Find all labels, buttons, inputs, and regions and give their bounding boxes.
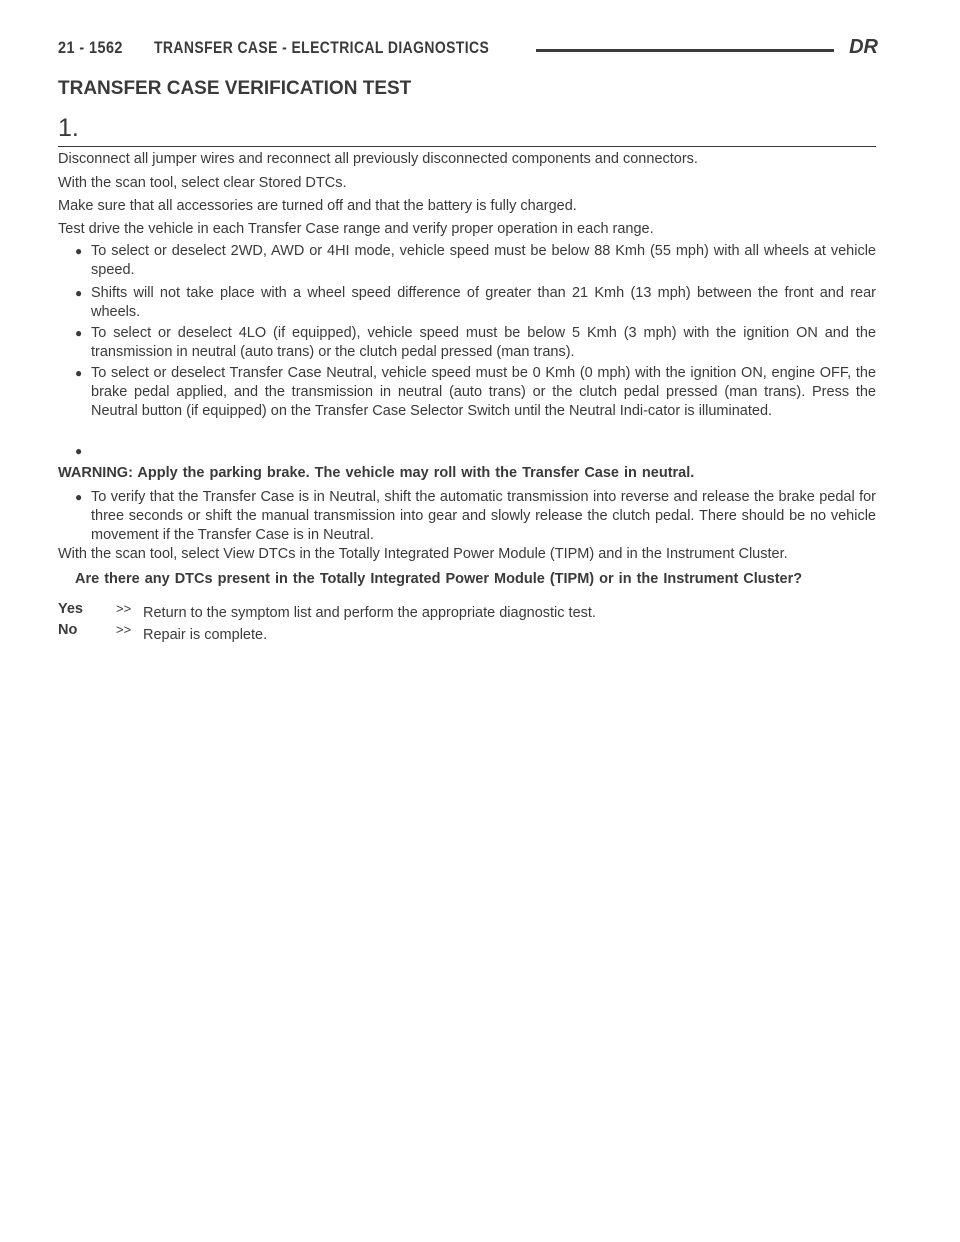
answer-text: Return to the symptom list and perform the appropriate diagnostic test. (143, 605, 596, 621)
bullet-text: To select or deselect 2WD, AWD or 4HI mode, vehicle speed must be below 88 Kmh (55 mph) with all wheels at vehicle speed. (91, 243, 876, 278)
bullet-item (75, 364, 876, 421)
warning-text: WARNING: Apply the parking brake. The vehicle may roll with the Transfer Case in neutral. (58, 465, 695, 481)
bullet-dot-icon: ● (75, 286, 83, 300)
chapter-title: TRANSFER CASE - ELECTRICAL DIAGNOSTICS (154, 38, 490, 57)
model-code: DR (849, 36, 878, 58)
answer-label: No (58, 622, 78, 638)
paragraph: With the scan tool, select View DTCs in the Totally Integrated Power Module (TIPM) and in the Instrument Cluster. (58, 546, 788, 562)
bullet-dot-icon: ● (75, 326, 83, 340)
answer-arrow-icon: >> (116, 622, 132, 637)
page-header (58, 36, 878, 66)
bullet-item (75, 242, 876, 280)
paragraph: Make sure that all accessories are turned off and that the battery is fully charged. (58, 198, 577, 214)
bullet-text: Shifts will not take place with a wheel speed difference of greater than 21 Kmh (13 mph) between the front and rear wheels. (91, 285, 876, 320)
diagnostic-question: Are there any DTCs present in the Totally Integrated Power Module (TIPM) or in the Instrument Cluster? (75, 571, 803, 587)
bullet-dot-icon: ● (75, 244, 83, 258)
answer-arrow-icon: >> (116, 601, 132, 616)
header-rule (536, 49, 834, 52)
answer-label: Yes (58, 601, 83, 617)
bullet-dot-icon: ● (75, 366, 83, 380)
bullet-item (75, 324, 876, 362)
bullet-dot-icon: ● (75, 490, 83, 504)
bullet-item (75, 284, 876, 322)
bullet-text: To select or deselect Transfer Case Neutral, vehicle speed must be 0 Kmh (0 mph) with the ignition ON, engine OFF, the brake pedal applied, and the transmission in neutral (auto trans) or the clutch pedal pressed (man trans). Press the Neutral button (if equipped) on the Transfer Case Selector Switch until the Neutral Indi-cator is illuminated. (91, 365, 876, 419)
step-number: 1. (58, 114, 79, 142)
page-number: 21 - 1562 (58, 38, 123, 57)
section-title: TRANSFER CASE VERIFICATION TEST (58, 78, 412, 99)
paragraph: With the scan tool, select clear Stored DTCs. (58, 175, 347, 191)
bullet-text: To select or deselect 4LO (if equipped), vehicle speed must be below 5 Kmh (3 mph) with the ignition ON and the transmission in neutral (auto trans) or the clutch pedal pressed (man trans). (91, 325, 876, 360)
step-rule (58, 146, 876, 147)
answer-text: Repair is complete. (143, 627, 268, 643)
paragraph: Test drive the vehicle in each Transfer Case range and verify proper operation in each range. (58, 221, 654, 237)
bullet-item (75, 488, 876, 545)
paragraph: Disconnect all jumper wires and reconnect all previously disconnected components and connectors. (58, 151, 698, 167)
bullet-dot-icon: ● (75, 444, 83, 458)
bullet-text: To verify that the Transfer Case is in Neutral, shift the automatic transmission into reverse and release the brake pedal for three seconds or shift the manual transmission into gear and slowly release the clutch pedal. There should be no vehicle movement if the Transfer Case is in Neutral. (91, 489, 876, 543)
